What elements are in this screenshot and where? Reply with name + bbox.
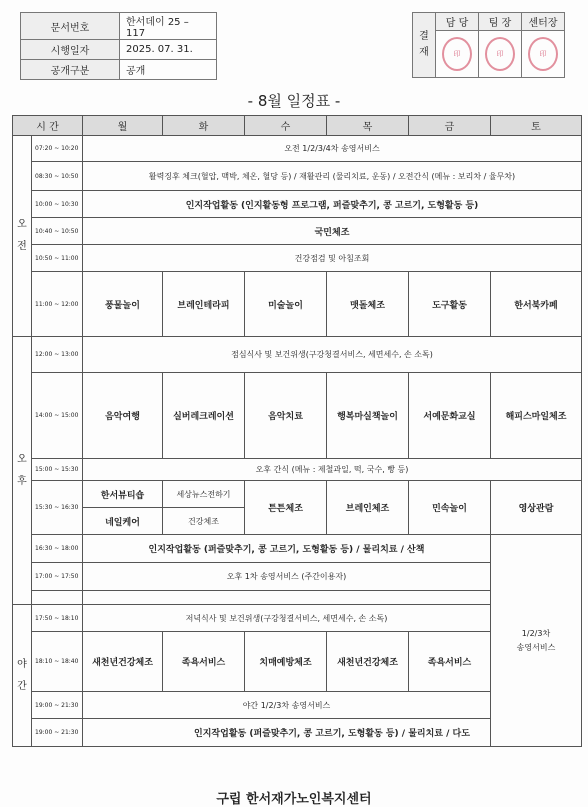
date-value: 2025. 07. 31. — [120, 40, 217, 60]
activity-sat: 영상관람 — [491, 481, 582, 535]
doc-number-value: 한서데이 25 – 117 — [120, 13, 217, 40]
role-staff: 담 당 — [436, 13, 479, 31]
activity-fri: 민속놀이 — [409, 481, 491, 535]
time-cell: 17:50 ~ 18:10 — [32, 605, 83, 632]
doc-number-row — [21, 13, 217, 40]
approval-box — [412, 12, 565, 78]
activity-cell: 활력징후 체크(혈압, 맥박, 체온, 혈당 등) / 재활관리 (물리치료, 운동) / 오전간식 (메뉴 : 보리차 / 율무차) — [83, 162, 582, 191]
stamp-director-cell — [522, 31, 565, 78]
time-cell: 15:30 ~ 16:30 — [32, 481, 83, 535]
table-row — [13, 535, 582, 563]
activity-mon-bottom: 네일케어 — [83, 508, 163, 535]
time-cell: 19:00 ~ 21:30 — [32, 719, 83, 747]
activity-cell: 점심식사 및 보건위생(구강청결서비스, 세면세수, 손 소독) — [83, 337, 582, 373]
approval-stamp-icon: 印 — [485, 37, 515, 71]
activity-thu: 브레인체조 — [327, 481, 409, 535]
blank-cell — [32, 591, 83, 605]
time-cell: 16:30 ~ 18:00 — [32, 535, 83, 563]
activity-cell: 오후 간식 (메뉴 : 제철과일, 떡, 국수, 빵 등) — [83, 459, 582, 481]
disclosure-value: 공개 — [120, 60, 217, 80]
header-thu: 목 — [327, 116, 409, 136]
table-row — [13, 218, 582, 245]
table-row — [13, 373, 582, 459]
time-cell: 19:00 ~ 21:30 — [32, 692, 83, 719]
table-row — [13, 162, 582, 191]
time-cell: 15:00 ~ 15:30 — [32, 459, 83, 481]
header-row — [13, 116, 582, 136]
activity-wed: 음악치료 — [245, 373, 327, 459]
time-cell: 18:10 ~ 18:40 — [32, 632, 83, 692]
table-row — [13, 272, 582, 337]
page-title: - 8월 일정표 - — [247, 92, 341, 110]
table-row — [13, 719, 582, 747]
activity-cell: 야간 1/2/3차 송영서비스 — [83, 692, 491, 719]
time-cell: 10:00 ~ 10:30 — [32, 191, 83, 218]
time-cell: 07:20 ~ 10:20 — [32, 136, 83, 162]
approval-stamp-icon: 印 — [528, 37, 558, 71]
activity-cell: 국민체조 — [83, 218, 582, 245]
activity-fri: 도구활동 — [409, 272, 491, 337]
table-row — [13, 245, 582, 272]
approval-label: 결 재 — [413, 13, 436, 78]
table-row — [13, 481, 582, 508]
activity-tue-top: 세상뉴스전하기 — [163, 481, 245, 508]
activity-cell: 인지작업활동 (인지활동형 프로그램, 퍼즐맞추기, 콩 고르기, 도형활동 등) — [83, 191, 582, 218]
time-cell: 17:00 ~ 17:50 — [32, 563, 83, 591]
activity-mon: 음악여행 — [83, 373, 163, 459]
activity-fri: 서예문화교실 — [409, 373, 491, 459]
period-night: 야 간 — [13, 605, 32, 747]
activity-tue: 실버레크레이션 — [163, 373, 245, 459]
activity-thu: 맷돌체조 — [327, 272, 409, 337]
blank-cell — [83, 591, 491, 605]
header-mon: 월 — [83, 116, 163, 136]
stamp-staff-cell — [436, 31, 479, 78]
activity-wed: 치매예방체조 — [245, 632, 327, 692]
time-cell: 14:00 ~ 15:00 — [32, 373, 83, 459]
activity-cell: 건강점검 및 아침조회 — [83, 245, 582, 272]
time-cell: 08:30 ~ 10:50 — [32, 162, 83, 191]
time-cell: 12:00 ~ 13:00 — [32, 337, 83, 373]
header-time: 시 간 — [13, 116, 83, 136]
organization-name: 구립 한서재가노인복지센터 — [216, 792, 372, 807]
activity-wed: 튼튼체조 — [245, 481, 327, 535]
date-label: 시행일자 — [21, 40, 120, 60]
table-row — [13, 191, 582, 218]
activity-cell: 저녁식사 및 보건위생(구강청결서비스, 세면세수, 손 소독) — [83, 605, 491, 632]
activity-cell: 인지작업활동 (퍼즐맞추기, 콩 고르기, 도형활동 등) / 물리치료 / 산책 — [83, 535, 491, 563]
activity-cell: 오후 1차 송영서비스 (주간이용자) — [83, 563, 491, 591]
period-am: 오 전 — [13, 136, 32, 337]
header-fri: 금 — [409, 116, 491, 136]
role-team-lead: 팀 장 — [479, 13, 522, 31]
activity-fri: 족욕서비스 — [409, 632, 491, 692]
table-row — [13, 136, 582, 162]
activity-thu: 행복마실책놀이 — [327, 373, 409, 459]
role-director: 센터장 — [522, 13, 565, 31]
table-row — [13, 337, 582, 373]
activity-cell: 오전 1/2/3/4차 송영서비스 — [83, 136, 582, 162]
activity-wed: 미술놀이 — [245, 272, 327, 337]
header-sat: 토 — [491, 116, 582, 136]
document-info-table — [20, 12, 217, 80]
disclosure-row — [21, 60, 217, 80]
time-cell: 10:50 ~ 11:00 — [32, 245, 83, 272]
date-row — [21, 40, 217, 60]
activity-sat: 해피스마일체조 — [491, 373, 582, 459]
activity-sat-transport: 1/2/3차 송영서비스 — [491, 535, 582, 747]
header-wed: 수 — [245, 116, 327, 136]
stamp-team-lead-cell — [479, 31, 522, 78]
activity-mon: 새천년건강체조 — [83, 632, 163, 692]
activity-tue: 브레인테라피 — [163, 272, 245, 337]
approval-stamp-icon: 印 — [442, 37, 472, 71]
time-cell: 10:40 ~ 10:50 — [32, 218, 83, 245]
doc-number-label: 문서번호 — [21, 13, 120, 40]
activity-tue-bottom: 건강체조 — [163, 508, 245, 535]
schedule-table — [12, 115, 582, 747]
activity-cell: 인지작업활동 (퍼즐맞추기, 콩 고르기, 도형활동 등) / 물리치료 / 다도 — [83, 719, 582, 747]
activity-mon: 풍물놀이 — [83, 272, 163, 337]
activity-tue: 족욕서비스 — [163, 632, 245, 692]
header-tue: 화 — [163, 116, 245, 136]
activity-mon-top: 한서뷰티숍 — [83, 481, 163, 508]
table-row — [13, 459, 582, 481]
activity-sat: 한서북카페 — [491, 272, 582, 337]
period-pm: 오 후 — [13, 337, 32, 605]
activity-thu: 새천년건강체조 — [327, 632, 409, 692]
time-cell: 11:00 ~ 12:00 — [32, 272, 83, 337]
disclosure-label: 공개구분 — [21, 60, 120, 80]
